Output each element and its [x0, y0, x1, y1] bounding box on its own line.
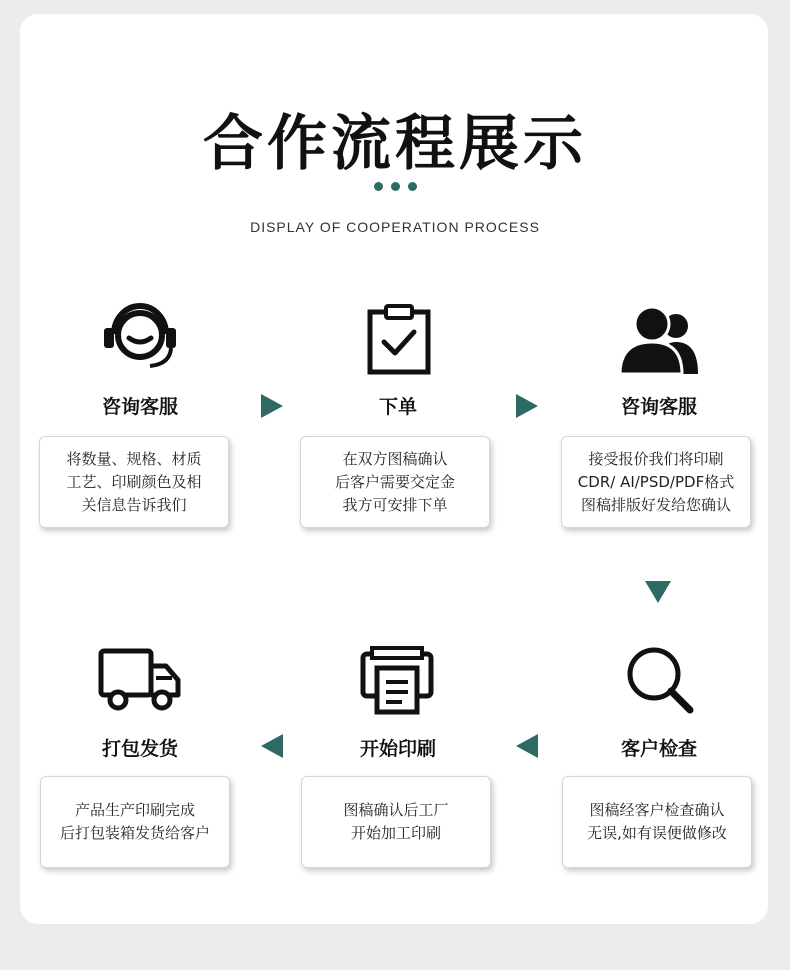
- clipboard-check-icon: [366, 304, 432, 376]
- arrow-down-icon: [645, 581, 671, 603]
- step-label-1: 咨询客服: [101, 396, 178, 418]
- step-description-2: [300, 436, 490, 528]
- arrow-left-icon: [261, 734, 283, 758]
- step-label-2: 下单: [378, 396, 417, 418]
- dot: [391, 182, 400, 191]
- printer-icon: [360, 646, 434, 716]
- step-description-line: 图稿经客户检查确认: [589, 801, 725, 819]
- step-description-line: 后打包装箱发货给客户: [59, 824, 210, 842]
- users-icon: [618, 304, 702, 376]
- step-label-4: 客户检查: [620, 738, 697, 760]
- title-divider-dots: [0, 182, 790, 191]
- step-description-line: 在双方图稿确认: [342, 449, 448, 468]
- arrow-right-icon: [261, 394, 283, 418]
- step-description-line: CDR/ AI/PSD/PDF格式: [577, 472, 735, 491]
- magnifier-icon: [624, 644, 696, 716]
- arrow-right-icon: [516, 394, 538, 418]
- step-description-line: 关信息告诉我们: [81, 495, 187, 514]
- step-description-line: 工艺、印刷颜色及相: [66, 472, 202, 491]
- step-description-3: [561, 436, 751, 528]
- step-description-line: 开始加工印刷: [350, 824, 441, 842]
- step-description-1: [39, 436, 229, 528]
- headset-icon: [100, 300, 180, 372]
- step-description-line: 将数量、规格、材质: [66, 449, 202, 468]
- step-description-line: 图稿确认后工厂: [343, 801, 449, 819]
- step-description-line: 产品生产印刷完成: [74, 801, 195, 819]
- step-label-6: 打包发货: [101, 738, 178, 760]
- step-label-5: 开始印刷: [359, 738, 436, 760]
- page-subtitle: DISPLAY OF COOPERATION PROCESS: [250, 219, 540, 235]
- arrow-left-icon: [516, 734, 538, 758]
- step-description-line: 我方可安排下单: [342, 495, 448, 514]
- step-description-5: [301, 776, 491, 868]
- dot: [408, 182, 417, 191]
- dot: [374, 182, 383, 191]
- step-description-line: 图稿排版好发给您确认: [580, 495, 731, 514]
- truck-icon: [98, 648, 182, 714]
- step-description-line: 无误,如有误便做修改: [587, 824, 727, 842]
- step-label-3: 咨询客服: [620, 396, 697, 418]
- page-title: 合作流程展示: [203, 109, 587, 179]
- step-description-line: 后客户需要交定金: [334, 472, 455, 491]
- step-description-6: [40, 776, 230, 868]
- step-description-4: [562, 776, 752, 868]
- step-description-line: 接受报价我们将印刷: [588, 449, 724, 468]
